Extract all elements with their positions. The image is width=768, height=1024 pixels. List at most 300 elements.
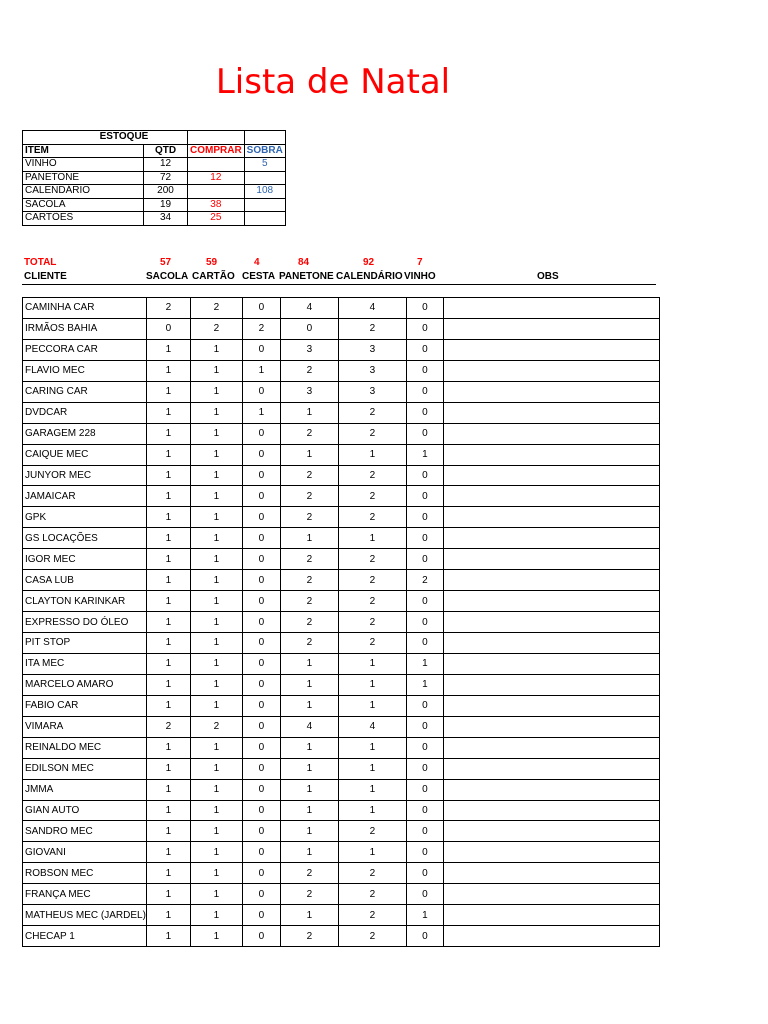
cell-calendario: 2 bbox=[338, 549, 406, 570]
stock-sobra-cell bbox=[244, 171, 285, 185]
cell-cliente: MARCELO AMARO bbox=[23, 674, 147, 695]
cell-vinho: 0 bbox=[406, 758, 443, 779]
cell-vinho: 0 bbox=[406, 716, 443, 737]
cell-obs bbox=[443, 842, 659, 863]
cell-vinho: 0 bbox=[406, 381, 443, 402]
cell-cesta: 0 bbox=[242, 423, 280, 444]
total-panetone: 84 bbox=[298, 257, 310, 268]
cell-sacola: 1 bbox=[146, 570, 190, 591]
cell-cesta: 0 bbox=[242, 674, 280, 695]
cell-cesta: 0 bbox=[242, 863, 280, 884]
table-row bbox=[23, 423, 660, 444]
cell-vinho: 0 bbox=[406, 926, 443, 947]
table-row bbox=[23, 695, 660, 716]
table-row bbox=[23, 800, 660, 821]
table-row bbox=[23, 842, 660, 863]
stock-item-cell: VINHO bbox=[23, 158, 144, 172]
cell-sacola: 1 bbox=[146, 821, 190, 842]
cell-panetone: 2 bbox=[280, 591, 338, 612]
cell-vinho: 2 bbox=[406, 570, 443, 591]
stock-item-cell: CARTÕES bbox=[23, 212, 144, 226]
cell-panetone: 2 bbox=[280, 465, 338, 486]
cell-cartao: 1 bbox=[190, 465, 242, 486]
stock-comprar-cell: 25 bbox=[188, 212, 245, 226]
table-row bbox=[23, 863, 660, 884]
cell-cliente: GS LOCAÇÕES bbox=[23, 528, 147, 549]
cell-cesta: 0 bbox=[242, 339, 280, 360]
cell-cliente: CASA LUB bbox=[23, 570, 147, 591]
cell-cliente: SANDRO MEC bbox=[23, 821, 147, 842]
table-row bbox=[23, 486, 660, 507]
cell-cliente: EXPRESSO DO ÓLEO bbox=[23, 612, 147, 633]
cell-panetone: 1 bbox=[280, 674, 338, 695]
cell-obs bbox=[443, 716, 659, 737]
cell-cartao: 1 bbox=[190, 926, 242, 947]
cell-panetone: 2 bbox=[280, 486, 338, 507]
cell-sacola: 1 bbox=[146, 884, 190, 905]
table-row bbox=[23, 465, 660, 486]
cell-panetone: 2 bbox=[280, 863, 338, 884]
stock-qtd-cell: 200 bbox=[144, 185, 188, 199]
cell-cartao: 1 bbox=[190, 674, 242, 695]
cell-calendario: 2 bbox=[338, 591, 406, 612]
cell-vinho: 1 bbox=[406, 653, 443, 674]
table-row bbox=[23, 737, 660, 758]
cell-obs bbox=[443, 633, 659, 654]
cell-cesta: 0 bbox=[242, 528, 280, 549]
cell-calendario: 2 bbox=[338, 486, 406, 507]
table-row bbox=[23, 570, 660, 591]
cell-vinho: 1 bbox=[406, 905, 443, 926]
cell-calendario: 2 bbox=[338, 863, 406, 884]
cell-cesta: 0 bbox=[242, 591, 280, 612]
cell-obs bbox=[443, 444, 659, 465]
cell-sacola: 1 bbox=[146, 486, 190, 507]
cell-cartao: 1 bbox=[190, 800, 242, 821]
cell-cliente: ROBSON MEC bbox=[23, 863, 147, 884]
table-row bbox=[23, 716, 660, 737]
cell-cartao: 1 bbox=[190, 444, 242, 465]
cell-sacola: 1 bbox=[146, 612, 190, 633]
cell-cliente: FLAVIO MEC bbox=[23, 360, 147, 381]
cell-obs bbox=[443, 758, 659, 779]
cell-calendario: 2 bbox=[338, 926, 406, 947]
cell-cartao: 1 bbox=[190, 821, 242, 842]
cell-obs bbox=[443, 800, 659, 821]
cell-cesta: 0 bbox=[242, 507, 280, 528]
cell-panetone: 1 bbox=[280, 528, 338, 549]
cell-panetone: 1 bbox=[280, 821, 338, 842]
cell-sacola: 1 bbox=[146, 674, 190, 695]
clients-table bbox=[22, 297, 660, 947]
cell-sacola: 1 bbox=[146, 758, 190, 779]
stock-cell bbox=[244, 131, 285, 145]
stock-cell bbox=[188, 131, 245, 145]
cell-cliente: VIMARA bbox=[23, 716, 147, 737]
cell-calendario: 2 bbox=[338, 318, 406, 339]
cell-obs bbox=[443, 360, 659, 381]
cell-cliente: EDILSON MEC bbox=[23, 758, 147, 779]
cell-vinho: 0 bbox=[406, 779, 443, 800]
cell-calendario: 2 bbox=[338, 570, 406, 591]
stock-sobra-cell bbox=[244, 198, 285, 212]
cell-cesta: 0 bbox=[242, 612, 280, 633]
cell-calendario: 2 bbox=[338, 465, 406, 486]
cell-sacola: 1 bbox=[146, 528, 190, 549]
cell-cesta: 0 bbox=[242, 444, 280, 465]
table-row bbox=[23, 758, 660, 779]
cell-cesta: 0 bbox=[242, 821, 280, 842]
col-sacola: SACOLA bbox=[146, 271, 189, 282]
cell-obs bbox=[443, 339, 659, 360]
stock-header-sobra: SOBRA bbox=[244, 144, 285, 158]
cell-obs bbox=[443, 298, 659, 319]
cell-obs bbox=[443, 737, 659, 758]
cell-cliente: GIAN AUTO bbox=[23, 800, 147, 821]
cell-panetone: 1 bbox=[280, 758, 338, 779]
page-title: Lista de Natal bbox=[215, 62, 451, 102]
cell-cartao: 1 bbox=[190, 381, 242, 402]
cell-obs bbox=[443, 423, 659, 444]
cell-sacola: 1 bbox=[146, 863, 190, 884]
cell-calendario: 1 bbox=[338, 758, 406, 779]
cell-cartao: 1 bbox=[190, 863, 242, 884]
cell-cliente: IGOR MEC bbox=[23, 549, 147, 570]
cell-vinho: 0 bbox=[406, 465, 443, 486]
total-cartao: 59 bbox=[206, 257, 218, 268]
table-row bbox=[23, 402, 660, 423]
cell-calendario: 1 bbox=[338, 674, 406, 695]
cell-sacola: 1 bbox=[146, 926, 190, 947]
stock-caption-row bbox=[23, 131, 286, 145]
cell-obs bbox=[443, 695, 659, 716]
cell-cartao: 1 bbox=[190, 528, 242, 549]
cell-cesta: 0 bbox=[242, 486, 280, 507]
cell-cliente: CHECAP 1 bbox=[23, 926, 147, 947]
cell-vinho: 0 bbox=[406, 737, 443, 758]
cell-vinho: 0 bbox=[406, 549, 443, 570]
cell-sacola: 1 bbox=[146, 800, 190, 821]
cell-calendario: 2 bbox=[338, 633, 406, 654]
cell-cesta: 0 bbox=[242, 737, 280, 758]
stock-header-comprar: COMPRAR bbox=[188, 144, 245, 158]
cell-cliente: GARAGEM 228 bbox=[23, 423, 147, 444]
cell-panetone: 1 bbox=[280, 444, 338, 465]
cell-calendario: 2 bbox=[338, 402, 406, 423]
cell-cliente: FABIO CAR bbox=[23, 695, 147, 716]
table-row bbox=[23, 821, 660, 842]
stock-comprar-cell bbox=[188, 185, 245, 199]
cell-vinho: 0 bbox=[406, 612, 443, 633]
cell-sacola: 1 bbox=[146, 633, 190, 654]
cell-cartao: 1 bbox=[190, 570, 242, 591]
cell-calendario: 1 bbox=[338, 800, 406, 821]
cell-cliente: PECCORA CAR bbox=[23, 339, 147, 360]
table-row bbox=[23, 381, 660, 402]
stock-sobra-cell: 108 bbox=[244, 185, 285, 199]
cell-sacola: 1 bbox=[146, 737, 190, 758]
cell-calendario: 2 bbox=[338, 905, 406, 926]
cell-calendario: 4 bbox=[338, 716, 406, 737]
cell-vinho: 0 bbox=[406, 298, 443, 319]
stock-qtd-cell: 72 bbox=[144, 171, 188, 185]
cell-sacola: 1 bbox=[146, 381, 190, 402]
stock-header-qtd: QTD bbox=[144, 144, 188, 158]
table-row bbox=[23, 549, 660, 570]
table-row bbox=[23, 884, 660, 905]
stock-row bbox=[23, 212, 286, 226]
cell-cartao: 1 bbox=[190, 884, 242, 905]
col-panetone: PANETONE bbox=[279, 271, 334, 282]
cell-cliente: JMMA bbox=[23, 779, 147, 800]
table-row bbox=[23, 633, 660, 654]
cell-cliente: GPK bbox=[23, 507, 147, 528]
cell-obs bbox=[443, 381, 659, 402]
cell-panetone: 1 bbox=[280, 402, 338, 423]
cell-sacola: 1 bbox=[146, 549, 190, 570]
cell-cartao: 1 bbox=[190, 758, 242, 779]
cell-cesta: 1 bbox=[242, 360, 280, 381]
cell-calendario: 2 bbox=[338, 612, 406, 633]
cell-cliente: DVDCAR bbox=[23, 402, 147, 423]
stock-header-item: ITEM bbox=[23, 144, 144, 158]
cell-panetone: 2 bbox=[280, 549, 338, 570]
cell-sacola: 1 bbox=[146, 402, 190, 423]
cell-obs bbox=[443, 821, 659, 842]
cell-obs bbox=[443, 465, 659, 486]
table-row bbox=[23, 528, 660, 549]
header-divider bbox=[22, 284, 656, 285]
cell-cartao: 1 bbox=[190, 842, 242, 863]
stock-table bbox=[22, 130, 286, 226]
cell-obs bbox=[443, 549, 659, 570]
cell-obs bbox=[443, 528, 659, 549]
cell-panetone: 1 bbox=[280, 842, 338, 863]
cell-cartao: 1 bbox=[190, 360, 242, 381]
cell-obs bbox=[443, 612, 659, 633]
cell-calendario: 3 bbox=[338, 360, 406, 381]
cell-sacola: 1 bbox=[146, 423, 190, 444]
cell-calendario: 2 bbox=[338, 884, 406, 905]
cell-vinho: 1 bbox=[406, 674, 443, 695]
cell-obs bbox=[443, 863, 659, 884]
cell-cesta: 2 bbox=[242, 318, 280, 339]
cell-sacola: 1 bbox=[146, 507, 190, 528]
cell-cliente: CARING CAR bbox=[23, 381, 147, 402]
stock-row bbox=[23, 198, 286, 212]
cell-vinho: 0 bbox=[406, 486, 443, 507]
stock-item-cell: PANETONE bbox=[23, 171, 144, 185]
cell-cliente: REINALDO MEC bbox=[23, 737, 147, 758]
cell-cesta: 0 bbox=[242, 653, 280, 674]
cell-vinho: 0 bbox=[406, 507, 443, 528]
cell-panetone: 4 bbox=[280, 716, 338, 737]
cell-cartao: 1 bbox=[190, 507, 242, 528]
cell-cesta: 0 bbox=[242, 758, 280, 779]
stock-comprar-cell: 12 bbox=[188, 171, 245, 185]
total-sacola: 57 bbox=[160, 257, 172, 268]
cell-cartao: 1 bbox=[190, 612, 242, 633]
cell-cartao: 1 bbox=[190, 339, 242, 360]
cell-cartao: 1 bbox=[190, 486, 242, 507]
cell-calendario: 1 bbox=[338, 528, 406, 549]
cell-panetone: 1 bbox=[280, 695, 338, 716]
cell-vinho: 0 bbox=[406, 360, 443, 381]
cell-vinho: 0 bbox=[406, 339, 443, 360]
cell-panetone: 1 bbox=[280, 737, 338, 758]
table-row bbox=[23, 507, 660, 528]
cell-panetone: 4 bbox=[280, 298, 338, 319]
cell-vinho: 0 bbox=[406, 318, 443, 339]
col-cartao: CARTÃO bbox=[192, 271, 235, 282]
cell-cesta: 0 bbox=[242, 716, 280, 737]
cell-sacola: 1 bbox=[146, 444, 190, 465]
cell-vinho: 0 bbox=[406, 863, 443, 884]
cell-calendario: 1 bbox=[338, 779, 406, 800]
cell-calendario: 2 bbox=[338, 423, 406, 444]
cell-obs bbox=[443, 779, 659, 800]
cell-obs bbox=[443, 653, 659, 674]
cell-cesta: 0 bbox=[242, 633, 280, 654]
cell-panetone: 1 bbox=[280, 779, 338, 800]
total-cesta: 4 bbox=[254, 257, 260, 268]
cell-cliente: ITA MEC bbox=[23, 653, 147, 674]
cell-vinho: 0 bbox=[406, 633, 443, 654]
cell-panetone: 2 bbox=[280, 926, 338, 947]
cell-cartao: 1 bbox=[190, 402, 242, 423]
table-row bbox=[23, 926, 660, 947]
cell-vinho: 0 bbox=[406, 695, 443, 716]
stock-sobra-cell bbox=[244, 212, 285, 226]
col-obs: OBS bbox=[537, 271, 559, 282]
cell-cesta: 0 bbox=[242, 926, 280, 947]
table-row bbox=[23, 591, 660, 612]
stock-caption: ESTOQUE bbox=[23, 131, 188, 145]
stock-row bbox=[23, 171, 286, 185]
cell-obs bbox=[443, 591, 659, 612]
table-row bbox=[23, 905, 660, 926]
cell-calendario: 1 bbox=[338, 653, 406, 674]
cell-sacola: 1 bbox=[146, 339, 190, 360]
cell-panetone: 1 bbox=[280, 800, 338, 821]
client-rows bbox=[23, 298, 660, 947]
cell-vinho: 0 bbox=[406, 821, 443, 842]
cell-calendario: 4 bbox=[338, 298, 406, 319]
cell-cartao: 1 bbox=[190, 633, 242, 654]
cell-cartao: 2 bbox=[190, 318, 242, 339]
cell-cesta: 0 bbox=[242, 298, 280, 319]
cell-cliente: JUNYOR MEC bbox=[23, 465, 147, 486]
cell-cesta: 0 bbox=[242, 570, 280, 591]
cell-cliente: FRANÇA MEC bbox=[23, 884, 147, 905]
cell-cartao: 1 bbox=[190, 549, 242, 570]
cell-cliente: IRMÃOS BAHIA bbox=[23, 318, 147, 339]
table-row bbox=[23, 360, 660, 381]
cell-cartao: 1 bbox=[190, 905, 242, 926]
cell-cartao: 1 bbox=[190, 779, 242, 800]
cell-obs bbox=[443, 570, 659, 591]
col-vinho: VINHO bbox=[404, 271, 436, 282]
cell-calendario: 1 bbox=[338, 444, 406, 465]
cell-panetone: 3 bbox=[280, 381, 338, 402]
cell-cesta: 0 bbox=[242, 884, 280, 905]
stock-item-cell: CALENDÁRIO bbox=[23, 185, 144, 199]
cell-calendario: 3 bbox=[338, 339, 406, 360]
cell-vinho: 0 bbox=[406, 884, 443, 905]
cell-obs bbox=[443, 905, 659, 926]
cell-obs bbox=[443, 926, 659, 947]
cell-panetone: 2 bbox=[280, 612, 338, 633]
cell-cartao: 1 bbox=[190, 695, 242, 716]
cell-cliente: GIOVANI bbox=[23, 842, 147, 863]
cell-calendario: 2 bbox=[338, 821, 406, 842]
table-row bbox=[23, 298, 660, 319]
total-vinho: 7 bbox=[417, 257, 423, 268]
total-calendario: 92 bbox=[363, 257, 375, 268]
cell-obs bbox=[443, 318, 659, 339]
table-row bbox=[23, 653, 660, 674]
stock-qtd-cell: 19 bbox=[144, 198, 188, 212]
col-calendario: CALENDÁRIO bbox=[336, 271, 403, 282]
cell-panetone: 2 bbox=[280, 360, 338, 381]
cell-cartao: 2 bbox=[190, 716, 242, 737]
cell-cliente: CAIQUE MEC bbox=[23, 444, 147, 465]
cell-calendario: 1 bbox=[338, 842, 406, 863]
cell-obs bbox=[443, 674, 659, 695]
cell-panetone: 2 bbox=[280, 507, 338, 528]
table-row bbox=[23, 612, 660, 633]
cell-sacola: 1 bbox=[146, 842, 190, 863]
cell-obs bbox=[443, 486, 659, 507]
cell-vinho: 1 bbox=[406, 444, 443, 465]
cell-sacola: 1 bbox=[146, 591, 190, 612]
cell-vinho: 0 bbox=[406, 423, 443, 444]
cell-vinho: 0 bbox=[406, 528, 443, 549]
cell-cartao: 1 bbox=[190, 423, 242, 444]
cell-panetone: 3 bbox=[280, 339, 338, 360]
cell-cliente: CLAYTON KARINKAR bbox=[23, 591, 147, 612]
cell-sacola: 1 bbox=[146, 695, 190, 716]
cell-cesta: 0 bbox=[242, 842, 280, 863]
table-row bbox=[23, 444, 660, 465]
cell-panetone: 2 bbox=[280, 570, 338, 591]
cell-cesta: 1 bbox=[242, 402, 280, 423]
table-row bbox=[23, 339, 660, 360]
stock-row bbox=[23, 185, 286, 199]
cell-cartao: 1 bbox=[190, 653, 242, 674]
cell-cliente: PIT STOP bbox=[23, 633, 147, 654]
cell-cliente: CAMINHA CAR bbox=[23, 298, 147, 319]
cell-sacola: 1 bbox=[146, 360, 190, 381]
cell-cesta: 0 bbox=[242, 549, 280, 570]
cell-cesta: 0 bbox=[242, 695, 280, 716]
cell-vinho: 0 bbox=[406, 402, 443, 423]
table-row bbox=[23, 779, 660, 800]
stock-comprar-cell bbox=[188, 158, 245, 172]
stock-rows bbox=[23, 158, 286, 226]
cell-panetone: 2 bbox=[280, 884, 338, 905]
cell-sacola: 1 bbox=[146, 779, 190, 800]
cell-cliente: MATHEUS MEC (JARDEL) bbox=[23, 905, 147, 926]
stock-row bbox=[23, 158, 286, 172]
cell-cesta: 0 bbox=[242, 465, 280, 486]
cell-calendario: 3 bbox=[338, 381, 406, 402]
cell-panetone: 0 bbox=[280, 318, 338, 339]
cell-sacola: 1 bbox=[146, 465, 190, 486]
cell-sacola: 1 bbox=[146, 653, 190, 674]
cell-cesta: 0 bbox=[242, 779, 280, 800]
col-cesta: CESTA bbox=[242, 271, 276, 282]
